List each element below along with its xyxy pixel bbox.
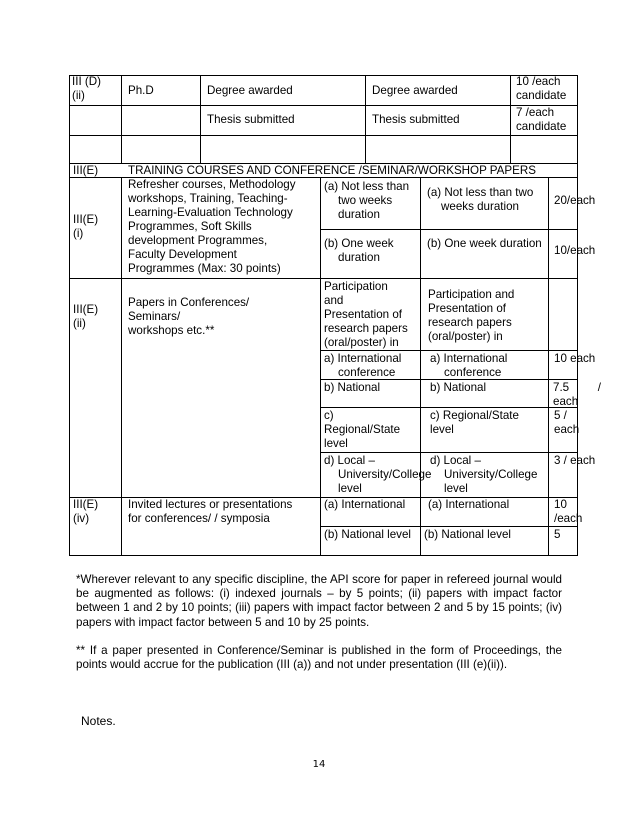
phd-label: Ph.D [128, 84, 154, 97]
section-code-iii-e: III(E) [73, 164, 99, 177]
score-national: 7.5 / each [553, 381, 601, 408]
participation-header-1: Participation and Presentation of research papers (oral/poster) in [324, 280, 408, 349]
two-weeks-duration-2: (a) Not less than two weeks duration [427, 186, 534, 213]
international-conference-1: a) International conference [324, 352, 402, 379]
invited-lectures-desc: Invited lectures or presentations for conferences/ / symposia [128, 498, 293, 525]
footnote-api-score: *Wherever relevant to any specific discipline, the API score for paper in refereed journal would be augmented as follows: (i) indexed journals – by 5 points; (ii) papers with impact factor between 1 and 2 by 10 points; (iii) papers with impact factor between 2 and 5 by 15 points; (iv) papers with impact factor between 5 and 10 by 25 points. [76, 573, 562, 629]
papers-in-conferences-desc: Papers in Conferences/ Seminars/ workshops etc.** [128, 296, 250, 337]
invited-international-2: (a) International [428, 498, 510, 511]
score-regional-state: 5 / each [554, 409, 580, 436]
participation-header-2: Participation and Presentation of research papers (oral/poster) in [428, 288, 515, 343]
score-thesis-submitted: 7 /each candidate [516, 106, 567, 133]
page-number: 14 [312, 759, 326, 770]
score-international-conference: 10 each [554, 352, 596, 365]
score-local-university: 3 / each [554, 454, 596, 467]
invited-national-2: (b) National level [424, 528, 511, 541]
regional-state-2: c) Regional/State level [430, 409, 519, 436]
row-code-iii-d-ii: III (D) (ii) [72, 75, 101, 102]
score-one-week: 10/each [554, 244, 596, 257]
row-code-iii-e-i: III(E) (i) [73, 213, 99, 240]
thesis-submitted-cell: Thesis submitted [207, 113, 295, 126]
regional-state-1: c) Regional/State level [324, 409, 401, 450]
notes-label: Notes. [81, 714, 116, 728]
score-invited-national: 5 [554, 528, 561, 541]
footnote-proceedings: ** If a paper presented in Conference/Seminar is published in the form of Proceedings, the points would accrue for the publication (III (a)) and not under presentation (III (e)(ii)). [76, 644, 562, 672]
international-conference-2: a) International conference [430, 352, 508, 379]
refresher-courses-desc: Refresher courses, Methodology workshops, Training, Teaching- Learning-Evaluation Technology Programmes, Soft Skills development Programmes, Faculty Development Programmes (Max: 30 points) [128, 178, 296, 275]
invited-international-1: (a) International [324, 498, 406, 511]
two-weeks-duration-1: (a) Not less than two weeks duration [324, 180, 410, 221]
national-1: b) National [324, 381, 381, 394]
degree-awarded-cell: Degree awarded [207, 84, 293, 97]
score-degree-awarded: 10 /each candidate [516, 75, 567, 102]
national-2: b) National [430, 381, 487, 394]
section-title-training: TRAINING COURSES AND CONFERENCE /SEMINAR/WORKSHOP PAPERS [128, 164, 536, 177]
thesis-submitted-cell-2: Thesis submitted [372, 113, 460, 126]
one-week-duration-2: (b) One week duration [427, 237, 542, 250]
score-two-weeks: 20/each [554, 194, 596, 207]
row-code-iii-e-ii: III(E) (ii) [73, 303, 99, 330]
one-week-duration-1: (b) One week duration [324, 237, 394, 264]
degree-awarded-cell-2: Degree awarded [372, 84, 458, 97]
local-university-2: d) Local – University/College level [430, 454, 538, 495]
local-university-1: d) Local – University/College level [324, 454, 432, 495]
row-code-iii-e-iv: III(E) (iv) [73, 498, 99, 525]
score-invited-international: 10 /each [554, 498, 583, 525]
invited-national-1: (b) National level [324, 528, 411, 541]
